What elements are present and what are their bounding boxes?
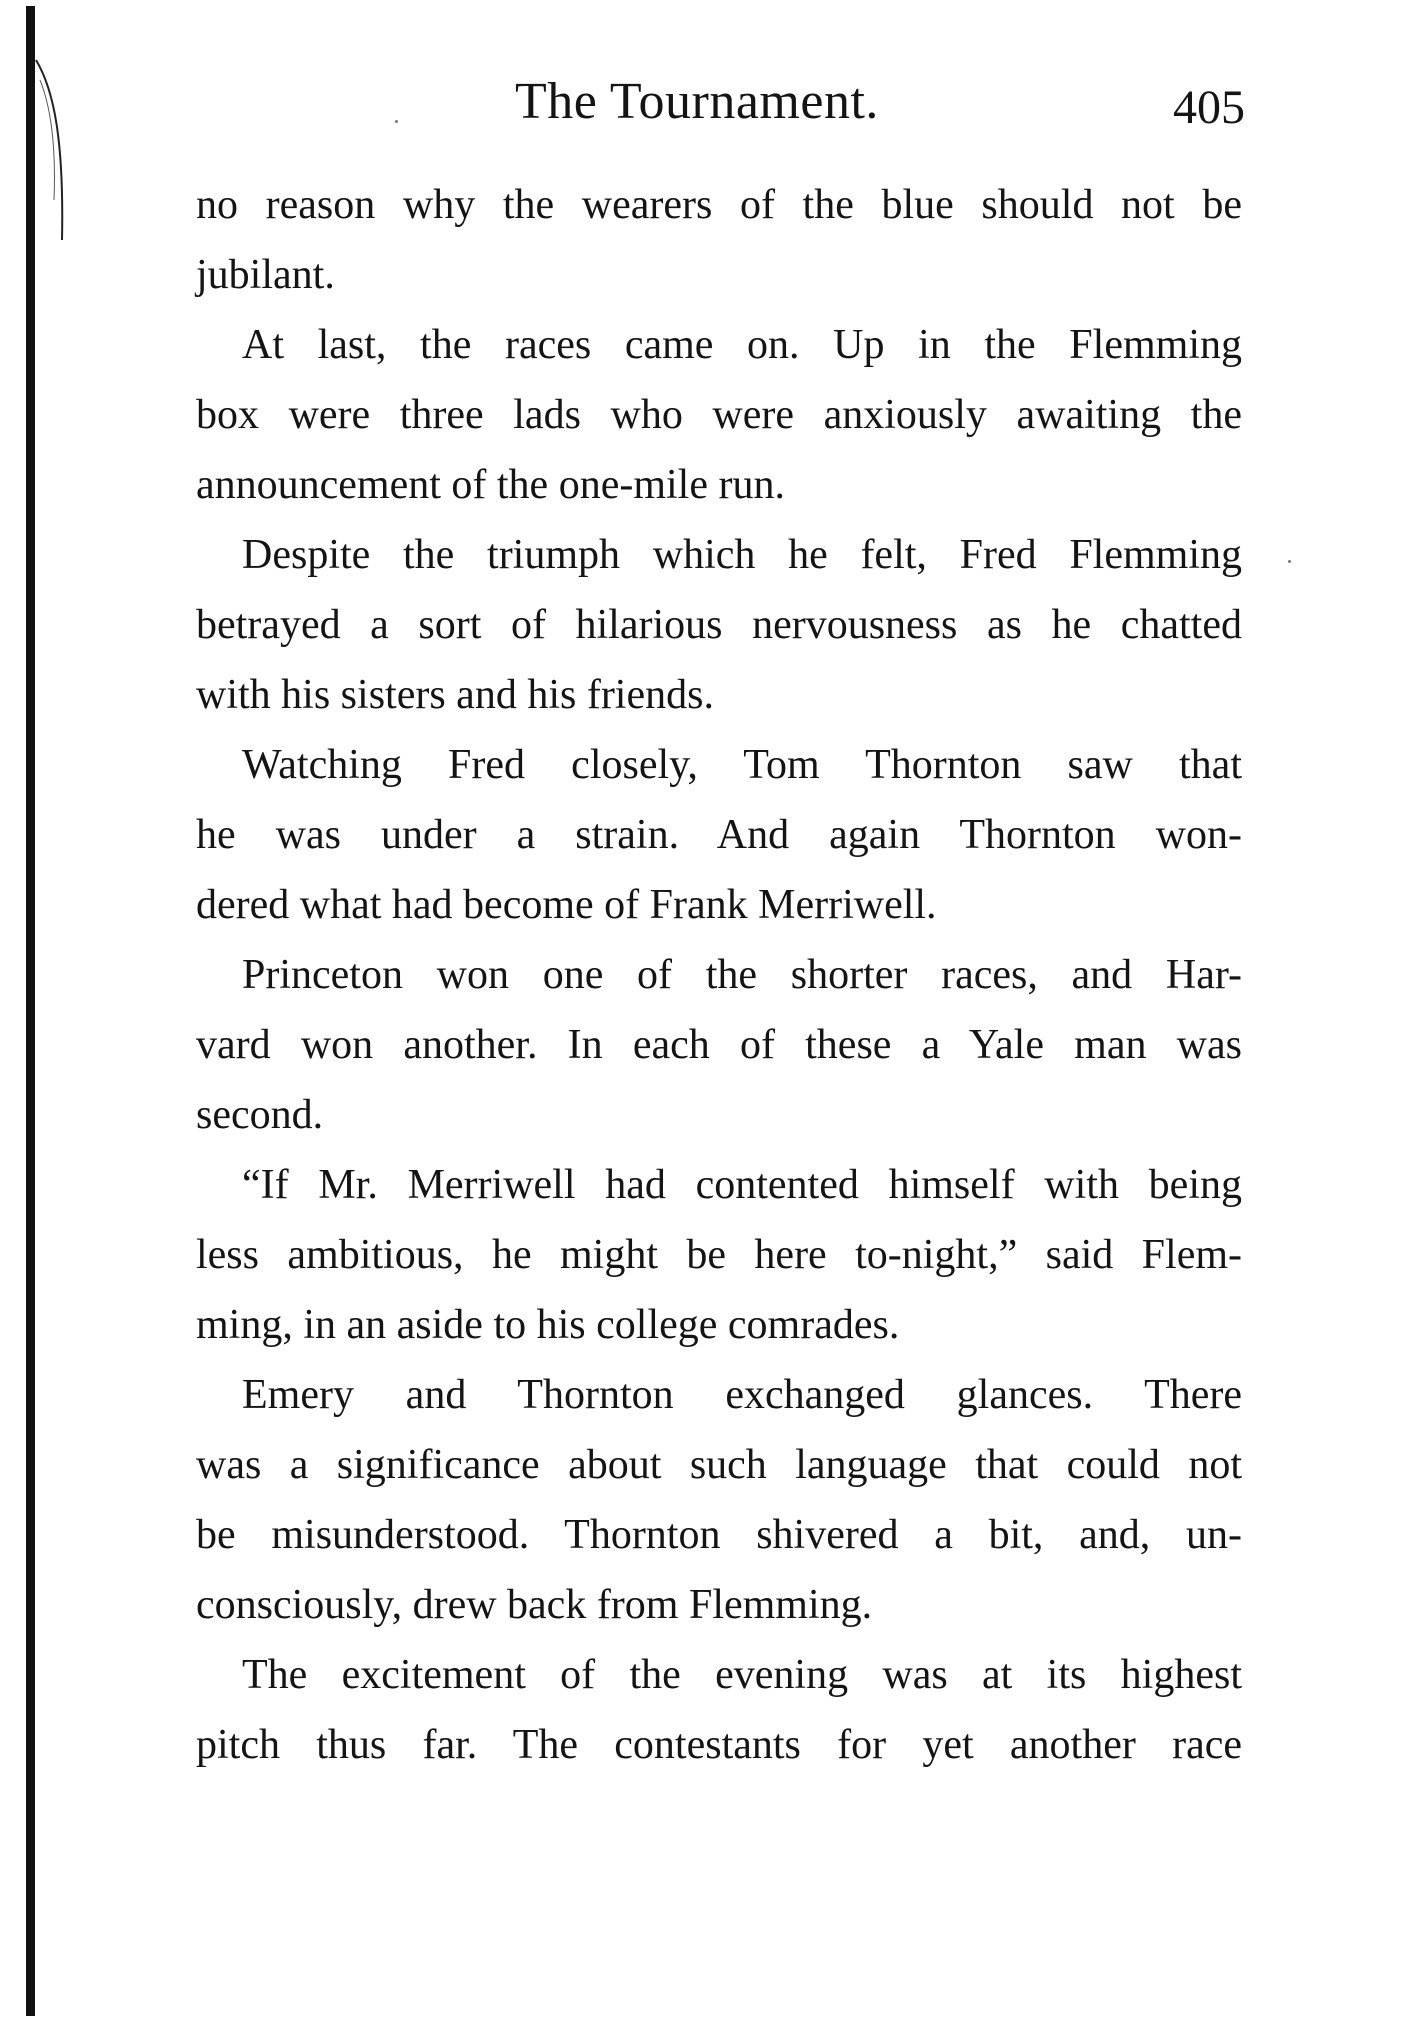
text-line: Emery and Thornton exchanged glances. There: [242, 1372, 1242, 1418]
text-line: Watching Fred closely, Tom Thornton saw that: [242, 742, 1242, 788]
text-line: Princeton won one of the shorter races, and Har-: [242, 952, 1242, 998]
text-line: dered what had become of Frank Merriwell.: [196, 882, 937, 928]
text-line: vard won another. In each of these a Yale man was: [196, 1022, 1242, 1068]
print-speck: [1288, 560, 1291, 563]
text-line: ming, in an aside to his college comrades.: [196, 1302, 900, 1348]
text-line: consciously, drew back from Flemming.: [196, 1582, 873, 1628]
text-line: second.: [196, 1092, 324, 1138]
binding-edge: [26, 6, 35, 2016]
text-line: be misunderstood. Thornton shivered a bit, and, un-: [196, 1512, 1242, 1558]
text-line: was a significance about such language that could not: [196, 1442, 1242, 1488]
text-line: with his sisters and his friends.: [196, 672, 714, 718]
running-title: The Tournament.: [515, 73, 879, 130]
text-line: jubilant.: [196, 252, 335, 298]
text-line: Despite the triumph which he felt, Fred Flemming: [242, 532, 1242, 578]
page-number: 405: [1173, 81, 1245, 134]
text-line: he was under a strain. And again Thornton won-: [196, 812, 1242, 858]
text-line: At last, the races came on. Up in the Flemming: [242, 322, 1242, 368]
page-header: [195, 72, 1245, 152]
text-line: The excitement of the evening was at its highest: [242, 1652, 1242, 1698]
text-line: less ambitious, he might be here to-night,” said Flem-: [196, 1232, 1242, 1278]
body-text: [196, 170, 1242, 1780]
text-line: announcement of the one-mile run.: [196, 462, 785, 508]
text-line: no reason why the wearers of the blue should not be: [196, 182, 1242, 228]
text-line: box were three lads who were anxiously awaiting the: [196, 392, 1242, 438]
binding-shadow-curve: [34, 50, 94, 250]
text-line: “If Mr. Merriwell had contented himself with being: [242, 1162, 1242, 1208]
text-line: betrayed a sort of hilarious nervousness as he chatted: [196, 602, 1242, 648]
text-line: pitch thus far. The contestants for yet another race: [196, 1722, 1242, 1768]
